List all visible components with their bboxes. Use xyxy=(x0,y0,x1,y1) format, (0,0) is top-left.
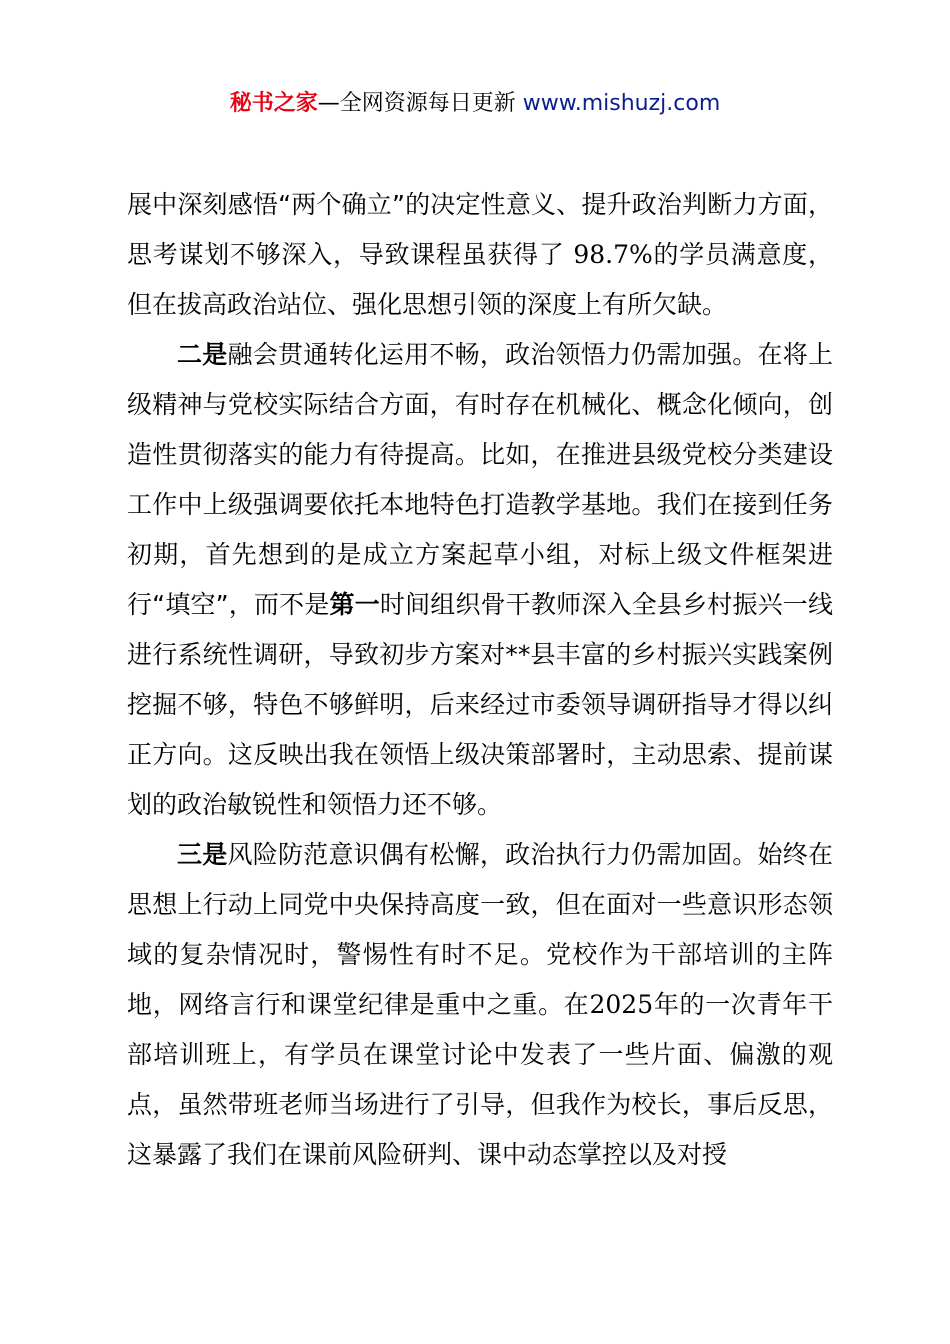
bold-first: 第一 xyxy=(329,590,380,619)
satisfaction-rate: 98.7% xyxy=(564,240,653,269)
document-body xyxy=(127,180,833,1180)
site-header xyxy=(0,88,950,120)
site-url-link[interactable]: www.mishuzj.com xyxy=(522,91,721,116)
point-three-lead: 三是 xyxy=(177,840,228,869)
year-number: 2025 xyxy=(589,990,654,1019)
site-brand: 秘书之家 xyxy=(229,91,318,116)
paragraph-point-three: 三是风险防范意识偶有松懈，政治执行力仍需加固。始终在思想上行动上同党中央保持高度一致，但在面对一些意识形态领域的复杂情况时，警惕性有时不足。党校作为干部培训的主阵地，网络言行和课堂纪律是重中之重。在2025年的一次青年干部培训班上，有学员在课堂讨论中发表了一些片面、偏激的观点，虽然带班老师当场进行了引导，但我作为校长，事后反思，这暴露了我们在课前风险研判、课中动态掌控以及对授 xyxy=(127,840,833,1169)
site-tagline: —全网资源每日更新 xyxy=(317,91,523,116)
paragraph-continuation: 展中深刻感悟“两个确立”的决定性意义、提升政治判断力方面，思考谋划不够深入，导致课程虽获得了 98.7%的学员满意度，但在拔高政治站位、强化思想引领的深度上有所欠缺。 xyxy=(127,190,833,319)
paragraph-point-two: 二是融会贯通转化运用不畅，政治领悟力仍需加强。在将上级精神与党校实际结合方面，有时存在机械化、概念化倾向，创造性贯彻落实的能力有待提高。比如，在推进县级党校分类建设工作中上级强调要依托本地特色打造教学基地。我们在接到任务初期，首先想到的是成立方案起草小组，对标上级文件框架进行“填空”，而不是第一时间组织骨干教师深入全县乡村振兴一线进行系统性调研，导致初步方案对**县丰富的乡村振兴实践案例挖掘不够，特色不够鲜明，后来经过市委领导调研指导才得以纠正方向。这反映出我在领悟上级决策部署时，主动思索、提前谋划的政治敏锐性和领悟力还不够。 xyxy=(127,340,833,819)
point-two-lead: 二是 xyxy=(177,340,228,369)
